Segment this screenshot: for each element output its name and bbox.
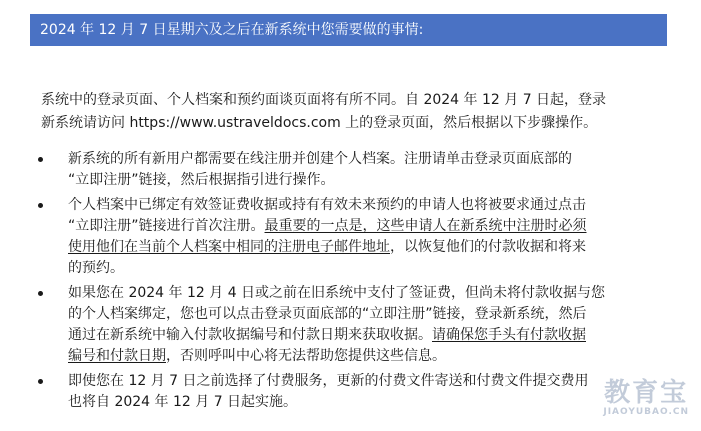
list-item — [0, 149, 668, 191]
instruction-list — [0, 149, 701, 417]
bullet-icon — [38, 291, 43, 296]
section-header-title: 2024 年 12 月 7 日星期六及之后在新系统中您需要做的事情: — [40, 22, 424, 38]
list-item-line — [68, 237, 668, 258]
list-item-text: 即使您在 12 月 7 日之前选择了付费服务，更新的付费文件寄送和付费文件提交费用 — [68, 373, 589, 389]
intro-line-1: 系统中的登录页面、个人档案和预约面谈页面将有所不同。自 2024 年 12 月 7 日起，登录 — [41, 92, 607, 108]
watermark-main: 教育宝 — [604, 378, 689, 408]
emphasis-text: 编号和付款日期 — [68, 348, 166, 364]
list-item-line — [68, 346, 668, 367]
list-item-text: 的预约。 — [68, 260, 124, 276]
emphasis-text: 最重要的一点是，这些申请人在新系统中注册时必须 — [264, 218, 587, 234]
list-item-text: 通过在新系统中输入付款收据编号和付款日期来获取收据。 — [68, 327, 432, 343]
list-item-text: “立即注册”链接，然后根据指引进行操作。 — [68, 172, 335, 188]
list-item-text: ，否则呼叫中心将无法帮助您提供这些信息。 — [166, 348, 446, 364]
list-item — [0, 195, 668, 279]
list-item-line — [68, 325, 668, 346]
watermark-sub: JIAOYUBAO.CN — [603, 407, 689, 417]
bullet-icon — [38, 203, 43, 208]
list-item — [0, 283, 668, 367]
list-item-text: 的个人档案绑定，您也可以点击登录页面底部的“立即注册”链接，登录新系统，然后 — [68, 306, 587, 322]
intro-line-2: 新系统请访问 https://www.ustraveldocs.com 上的登录页面，然后根据以下步骤操作。 — [41, 115, 598, 131]
list-item-text: ，以恢复他们的付款收据和将来 — [390, 239, 586, 255]
list-item-text: 新系统的所有新用户都需要在线注册并创建个人档案。注册请单击登录页面底部的 — [68, 151, 572, 167]
list-item-line — [68, 216, 668, 237]
emphasis-text: 请确保您手头有付款收据 — [432, 327, 586, 343]
list-item — [0, 371, 668, 413]
intro-paragraph — [41, 89, 666, 135]
list-item-text: 如果您在 2024 年 12 月 4 日或之前在旧系统中支付了签证费，但尚未将付款收据与您 — [68, 285, 606, 301]
list-item-text: “立即注册”链接进行首次注册。 — [68, 218, 265, 234]
list-item-text: 也将自 2024 年 12 月 7 日起实施。 — [68, 394, 298, 410]
bullet-icon — [38, 379, 43, 384]
bullet-icon — [38, 157, 43, 162]
watermark — [603, 379, 689, 417]
section-header — [30, 14, 667, 46]
emphasis-text: 使用他们在当前个人档案中相同的注册电子邮件地址 — [68, 239, 390, 255]
list-item-text: 个人档案中已绑定有效签证费收据或持有有效未来预约的申请人也将被要求通过点击 — [68, 197, 586, 213]
